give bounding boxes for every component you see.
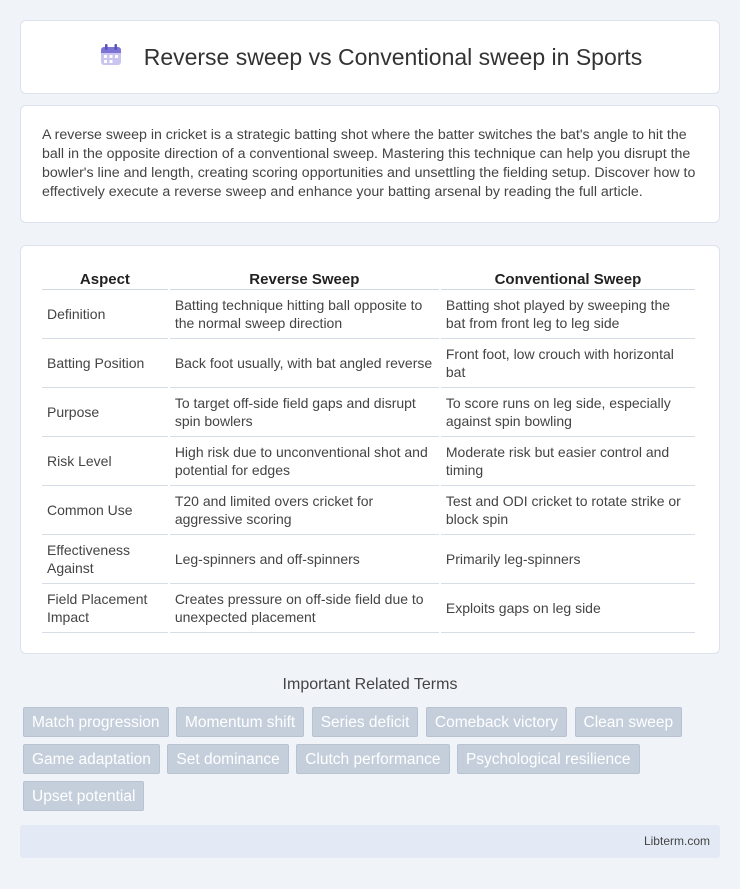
row-reverse: High risk due to unconventional shot and potential for edges — [170, 437, 439, 486]
row-conventional: Moderate risk but easier control and timing — [441, 437, 695, 486]
related-term-tag[interactable]: Momentum shift — [176, 707, 304, 737]
row-conventional: Front foot, low crouch with horizontal bat — [441, 339, 695, 388]
header-aspect: Aspect — [42, 266, 168, 290]
row-reverse: To target off-side field gaps and disrupt spin bowlers — [170, 388, 439, 437]
related-term-tag[interactable]: Set dominance — [167, 744, 288, 774]
row-conventional: Primarily leg-spinners — [441, 535, 695, 584]
header-conventional-sweep: Conventional Sweep — [441, 266, 695, 290]
footer-site-link[interactable]: Libterm.com — [643, 834, 710, 848]
row-aspect: Purpose — [42, 388, 168, 437]
row-reverse: T20 and limited overs cricket for aggressive scoring — [170, 486, 439, 535]
header-reverse-sweep: Reverse Sweep — [170, 266, 439, 290]
footer — [20, 825, 720, 858]
related-term-tag[interactable]: Clutch performance — [296, 744, 449, 774]
table-row — [42, 535, 695, 584]
related-term-tag[interactable]: Series deficit — [312, 707, 419, 737]
row-aspect: Risk Level — [42, 437, 168, 486]
row-conventional: To score runs on leg side, especially against spin bowling — [441, 388, 695, 437]
comparison-card — [20, 245, 720, 654]
related-term-tag[interactable]: Psychological resilience — [457, 744, 640, 774]
row-aspect: Effectiveness Against — [42, 535, 168, 584]
row-conventional: Test and ODI cricket to rotate strike or block spin — [441, 486, 695, 535]
row-aspect: Common Use — [42, 486, 168, 535]
row-aspect: Field Placement Impact — [42, 584, 168, 633]
row-aspect: Batting Position — [42, 339, 168, 388]
comparison-table — [40, 266, 697, 633]
related-terms-title: Important Related Terms — [282, 676, 458, 693]
related-term-tag[interactable]: Match progression — [23, 707, 169, 737]
table-row — [42, 290, 695, 339]
intro-card — [20, 105, 720, 223]
row-conventional: Batting shot played by sweeping the bat from front leg to leg side — [441, 290, 695, 339]
table-row — [42, 437, 695, 486]
row-reverse: Creates pressure on off-side field due to unexpected placement — [170, 584, 439, 633]
table-row — [42, 486, 695, 535]
table-row — [42, 339, 695, 388]
related-terms-list — [23, 707, 713, 818]
page-title: Reverse sweep vs Conventional sweep in Sports — [143, 43, 643, 70]
related-term-tag[interactable]: Upset potential — [23, 781, 144, 811]
table-row — [42, 584, 695, 633]
row-reverse: Batting technique hitting ball opposite to the normal sweep direction — [170, 290, 439, 339]
table-header-row — [42, 266, 695, 290]
row-reverse: Back foot usually, with bat angled reverse — [170, 339, 439, 388]
row-reverse: Leg-spinners and off-spinners — [170, 535, 439, 584]
row-conventional: Exploits gaps on leg side — [441, 584, 695, 633]
calendar-icon — [98, 42, 124, 73]
table-row — [42, 388, 695, 437]
header-card — [20, 20, 720, 94]
related-term-tag[interactable]: Comeback victory — [426, 707, 567, 737]
row-aspect: Definition — [42, 290, 168, 339]
related-term-tag[interactable]: Game adaptation — [23, 744, 160, 774]
intro-text: A reverse sweep in cricket is a strategic batting shot where the batter switches the bat's angle to hit the ball in the opposite direction of a conventional sweep. Mastering this technique can help you disrupt the bowler's line and length, creating scoring opportunities and unsettling the fielding setup. Discover how to effectively execute a reverse sweep and enhance your batting arsenal by reading the full article. — [42, 127, 696, 200]
related-term-tag[interactable]: Clean sweep — [575, 707, 683, 737]
